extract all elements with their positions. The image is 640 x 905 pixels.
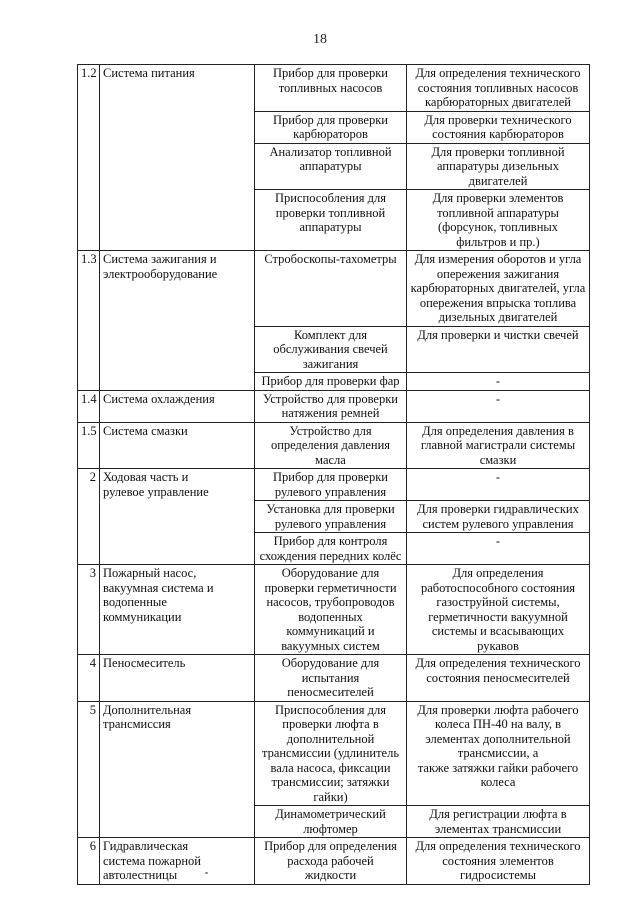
row-number: 3: [78, 565, 100, 655]
purpose-cell: Для проверки люфта рабочего колеса ПН-40 на валу, в элементах дополнительной трансмиссии, а также затяжки гайки рабочего колеса: [407, 701, 590, 806]
device-cell: Комплект для обслуживания свечей зажигания: [255, 326, 407, 373]
purpose-cell: -: [407, 469, 590, 501]
table-row: [78, 65, 590, 112]
table-row: [78, 655, 590, 702]
row-number: 4: [78, 655, 100, 702]
device-cell: Прибор для контроля схождения передних колёс: [255, 533, 407, 565]
system-name: Система зажигания и электрооборудование: [100, 251, 255, 391]
purpose-cell: Для проверки элементов топливной аппаратуры (форсунок, топливных фильтров и пр.): [407, 190, 590, 251]
system-name: Система питания: [100, 65, 255, 251]
row-number: 5: [78, 701, 100, 838]
table-row: [78, 469, 590, 501]
purpose-cell: -: [407, 373, 590, 391]
table-row: [78, 701, 590, 806]
system-name: Пеносмеситель: [100, 655, 255, 702]
page-number: 18: [313, 32, 327, 47]
purpose-cell: Для измерения оборотов и угла опережения зажигания карбюраторных двигателей, угла опережения впрыска топлива дизельных двигателей: [407, 251, 590, 327]
purpose-cell: Для определения давления в главной магистрали системы смазки: [407, 422, 590, 469]
system-name: Система охлаждения: [100, 390, 255, 422]
device-cell: Анализатор топливной аппаратуры: [255, 143, 407, 190]
purpose-cell: Для регистрации люфта в элементах трансмиссии: [407, 806, 590, 838]
row-number: 1.5: [78, 422, 100, 469]
device-cell: Оборудование для испытания пеносмесителей: [255, 655, 407, 702]
purpose-cell: Для проверки и чистки свечей: [407, 326, 590, 373]
device-cell: Приспособления для проверки топливной аппаратуры: [255, 190, 407, 251]
purpose-cell: Для определения технического состояния элементов гидросистемы: [407, 838, 590, 885]
device-cell: Устройство для проверки натяжения ремней: [255, 390, 407, 422]
purpose-cell: Для определения технического состояния топливных насосов карбюраторных двигателей: [407, 65, 590, 112]
row-number: 1.2: [78, 65, 100, 251]
row-number: 2: [78, 469, 100, 565]
device-cell: Стробоскопы-тахометры: [255, 251, 407, 327]
system-name: Ходовая часть и рулевое управление: [100, 469, 255, 565]
device-cell: Приспособления для проверки люфта в дополнительной трансмиссии (удлинитель вала насоса, фиксации трансмиссии; затяжки гайки): [255, 701, 407, 806]
device-cell: Оборудование для проверки герметичности насосов, трубопроводов водопенных коммуникаций и вакуумных систем: [255, 565, 407, 655]
device-cell: Прибор для проверки рулевого управления: [255, 469, 407, 501]
row-number: 1.3: [78, 251, 100, 391]
row-number: 1.4: [78, 390, 100, 422]
table-row: [78, 390, 590, 422]
table-row: [78, 565, 590, 655]
system-name: Пожарный насос, вакуумная система и водопенные коммуникации: [100, 565, 255, 655]
device-cell: Динамометрический люфтомер: [255, 806, 407, 838]
device-cell: Прибор для проверки карбюраторов: [255, 111, 407, 143]
device-cell: Прибор для проверки топливных насосов: [255, 65, 407, 112]
device-cell: Установка для проверки рулевого управления: [255, 501, 407, 533]
purpose-cell: Для определения работоспособного состояния газоструйной системы, герметичности вакуумной системы и всасывающих рукавов: [407, 565, 590, 655]
device-cell: Прибор для определения расхода рабочей жидкости: [255, 838, 407, 885]
row-number: 6: [78, 838, 100, 885]
purpose-cell: Для определения технического состояния пеносмесителей: [407, 655, 590, 702]
device-cell: Прибор для проверки фар: [255, 373, 407, 391]
scan-speck: [205, 872, 208, 874]
purpose-cell: -: [407, 533, 590, 565]
system-name: Система смазки: [100, 422, 255, 469]
system-name: Гидравлическая система пожарной автолестницы: [100, 838, 255, 885]
purpose-cell: -: [407, 390, 590, 422]
table-row: [78, 422, 590, 469]
equipment-table: [77, 64, 590, 885]
device-cell: Устройство для определения давления масла: [255, 422, 407, 469]
purpose-cell: Для проверки топливной аппаратуры дизельных двигателей: [407, 143, 590, 190]
purpose-cell: Для проверки гидравлических систем рулевого управления: [407, 501, 590, 533]
table-row: [78, 838, 590, 885]
system-name: Дополнительная трансмиссия: [100, 701, 255, 838]
table-row: [78, 251, 590, 327]
purpose-cell: Для проверки технического состояния карбюраторов: [407, 111, 590, 143]
